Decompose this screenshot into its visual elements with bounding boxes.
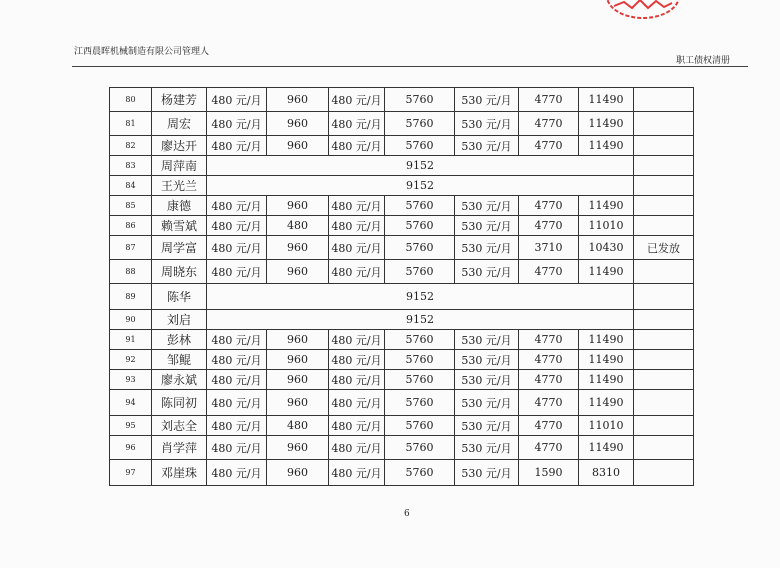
value-cell [634,460,694,486]
value-cell: 11490 [579,350,634,370]
value-cell: 480 元/月 [329,330,385,350]
value-cell: 11490 [579,330,634,350]
value-cell: 960 [267,196,329,216]
table-row [110,216,694,236]
table-row [110,88,694,112]
value-cell: 530 元/月 [455,196,519,216]
employee-name-cell: 陈华 [152,284,207,310]
row-number-cell: 82 [110,136,152,156]
value-cell [634,216,694,236]
value-cell: 480 元/月 [207,390,267,416]
value-cell: 5760 [385,370,455,390]
remark-cell [634,284,694,310]
value-cell: 960 [267,390,329,416]
value-cell: 11490 [579,260,634,284]
value-cell: 4770 [519,416,579,436]
value-cell: 480 元/月 [329,260,385,284]
value-cell: 5760 [385,88,455,112]
value-cell: 5760 [385,460,455,486]
employee-name-cell: 周学富 [152,236,207,260]
value-cell: 3710 [519,236,579,260]
remark-cell [634,156,694,176]
row-number-cell: 90 [110,310,152,330]
value-cell: 480 元/月 [207,88,267,112]
value-cell: 5760 [385,330,455,350]
row-number-cell: 92 [110,350,152,370]
value-cell: 5760 [385,350,455,370]
value-cell: 530 元/月 [455,236,519,260]
table-row [110,330,694,350]
value-cell: 480 [267,416,329,436]
value-cell [634,390,694,416]
value-cell: 480 元/月 [207,436,267,460]
value-cell: 4770 [519,216,579,236]
value-cell: 480 元/月 [207,196,267,216]
value-cell: 480 元/月 [329,112,385,136]
page-number: 6 [404,509,410,519]
value-cell: 530 元/月 [455,436,519,460]
value-cell: 960 [267,112,329,136]
value-cell: 480 元/月 [329,216,385,236]
value-cell: 4770 [519,330,579,350]
employee-name-cell: 赖雪斌 [152,216,207,236]
value-cell: 4770 [519,88,579,112]
table-row [110,416,694,436]
value-cell: 480 元/月 [207,416,267,436]
value-cell: 4770 [519,112,579,136]
value-cell: 11490 [579,436,634,460]
value-cell: 530 元/月 [455,112,519,136]
employee-name-cell: 肖学萍 [152,436,207,460]
value-cell [634,196,694,216]
table-row [110,310,694,330]
value-cell: 530 元/月 [455,460,519,486]
value-cell [634,88,694,112]
employee-name-cell: 周宏 [152,112,207,136]
value-cell: 11010 [579,216,634,236]
table-row [110,460,694,486]
value-cell: 11490 [579,390,634,416]
value-cell [634,330,694,350]
table-row [110,112,694,136]
value-cell: 530 元/月 [455,390,519,416]
remark-cell [634,310,694,330]
merged-amount-cell: 9152 [207,310,634,330]
value-cell: 480 元/月 [207,260,267,284]
table-row [110,136,694,156]
value-cell: 480 元/月 [329,350,385,370]
value-cell: 530 元/月 [455,216,519,236]
value-cell: 530 元/月 [455,136,519,156]
value-cell: 530 元/月 [455,416,519,436]
table-row [110,176,694,196]
value-cell: 5760 [385,416,455,436]
value-cell: 480 元/月 [207,460,267,486]
table-row [110,196,694,216]
merged-amount-cell: 9152 [207,284,634,310]
employee-name-cell: 杨建芳 [152,88,207,112]
value-cell: 480 元/月 [207,112,267,136]
employee-name-cell: 康德 [152,196,207,216]
value-cell: 4770 [519,436,579,460]
value-cell [634,436,694,460]
value-cell: 1590 [519,460,579,486]
value-cell: 11490 [579,136,634,156]
value-cell: 960 [267,370,329,390]
document-title: 职工债权清册 [675,56,730,66]
value-cell: 530 元/月 [455,330,519,350]
value-cell: 530 元/月 [455,260,519,284]
row-number-cell: 87 [110,236,152,260]
row-number-cell: 96 [110,436,152,460]
row-number-cell: 97 [110,460,152,486]
value-cell [634,350,694,370]
value-cell: 已发放 [634,236,694,260]
value-cell: 5760 [385,436,455,460]
value-cell: 960 [267,330,329,350]
value-cell: 5760 [385,260,455,284]
value-cell: 960 [267,136,329,156]
employee-name-cell: 刘志全 [152,416,207,436]
row-number-cell: 88 [110,260,152,284]
row-number-cell: 80 [110,88,152,112]
value-cell: 960 [267,436,329,460]
value-cell: 480 元/月 [207,330,267,350]
value-cell: 10430 [579,236,634,260]
table-row [110,370,694,390]
value-cell: 480 元/月 [207,136,267,156]
employee-name-cell: 刘启 [152,310,207,330]
value-cell: 4770 [519,196,579,216]
value-cell: 480 元/月 [329,436,385,460]
table-row [110,350,694,370]
employee-name-cell: 邹鲲 [152,350,207,370]
value-cell: 480 元/月 [207,350,267,370]
value-cell: 530 元/月 [455,88,519,112]
row-number-cell: 91 [110,330,152,350]
table-row [110,436,694,460]
table-row [110,260,694,284]
merged-amount-cell: 9152 [207,176,634,196]
table-row [110,390,694,416]
value-cell: 480 元/月 [329,370,385,390]
row-number-cell: 85 [110,196,152,216]
employee-name-cell: 邓崖珠 [152,460,207,486]
value-cell: 480 元/月 [329,236,385,260]
seal-stamp [604,0,682,20]
value-cell: 480 元/月 [207,216,267,236]
value-cell: 960 [267,88,329,112]
value-cell: 11490 [579,370,634,390]
value-cell: 5760 [385,196,455,216]
value-cell: 480 元/月 [329,88,385,112]
table-row [110,284,694,310]
value-cell: 5760 [385,216,455,236]
value-cell: 960 [267,236,329,260]
employee-claims-table [109,87,694,486]
row-number-cell: 81 [110,112,152,136]
value-cell: 11490 [579,196,634,216]
value-cell: 11490 [579,88,634,112]
value-cell: 480 元/月 [207,236,267,260]
row-number-cell: 94 [110,390,152,416]
value-cell: 11490 [579,112,634,136]
row-number-cell: 89 [110,284,152,310]
value-cell [634,260,694,284]
value-cell [634,112,694,136]
value-cell: 480 元/月 [329,196,385,216]
value-cell: 960 [267,350,329,370]
table-row [110,156,694,176]
value-cell: 960 [267,460,329,486]
value-cell: 4770 [519,136,579,156]
company-name: 江西晨晖机械制造有限公司管理人 [74,47,210,57]
value-cell: 8310 [579,460,634,486]
value-cell: 480 元/月 [329,460,385,486]
value-cell: 530 元/月 [455,350,519,370]
value-cell [634,370,694,390]
value-cell: 480 元/月 [329,136,385,156]
value-cell [634,416,694,436]
row-number-cell: 84 [110,176,152,196]
value-cell: 5760 [385,112,455,136]
value-cell: 480 元/月 [207,370,267,390]
employee-name-cell: 廖永斌 [152,370,207,390]
row-number-cell: 95 [110,416,152,436]
row-number-cell: 83 [110,156,152,176]
employee-name-cell: 王光兰 [152,176,207,196]
employee-name-cell: 廖达开 [152,136,207,156]
value-cell: 5760 [385,390,455,416]
employee-name-cell: 周晓东 [152,260,207,284]
merged-amount-cell: 9152 [207,156,634,176]
value-cell: 4770 [519,260,579,284]
value-cell: 4770 [519,370,579,390]
value-cell: 4770 [519,350,579,370]
value-cell: 5760 [385,236,455,260]
value-cell: 960 [267,260,329,284]
employee-name-cell: 周萍南 [152,156,207,176]
employee-name-cell: 彭林 [152,330,207,350]
row-number-cell: 86 [110,216,152,236]
value-cell: 480 元/月 [329,416,385,436]
header-divider [72,66,748,67]
table-body [110,88,694,486]
value-cell [634,136,694,156]
table-row [110,236,694,260]
value-cell: 4770 [519,390,579,416]
row-number-cell: 93 [110,370,152,390]
value-cell: 480 [267,216,329,236]
value-cell: 11010 [579,416,634,436]
value-cell: 480 元/月 [329,390,385,416]
remark-cell [634,176,694,196]
value-cell: 5760 [385,136,455,156]
value-cell: 530 元/月 [455,370,519,390]
employee-name-cell: 陈同初 [152,390,207,416]
